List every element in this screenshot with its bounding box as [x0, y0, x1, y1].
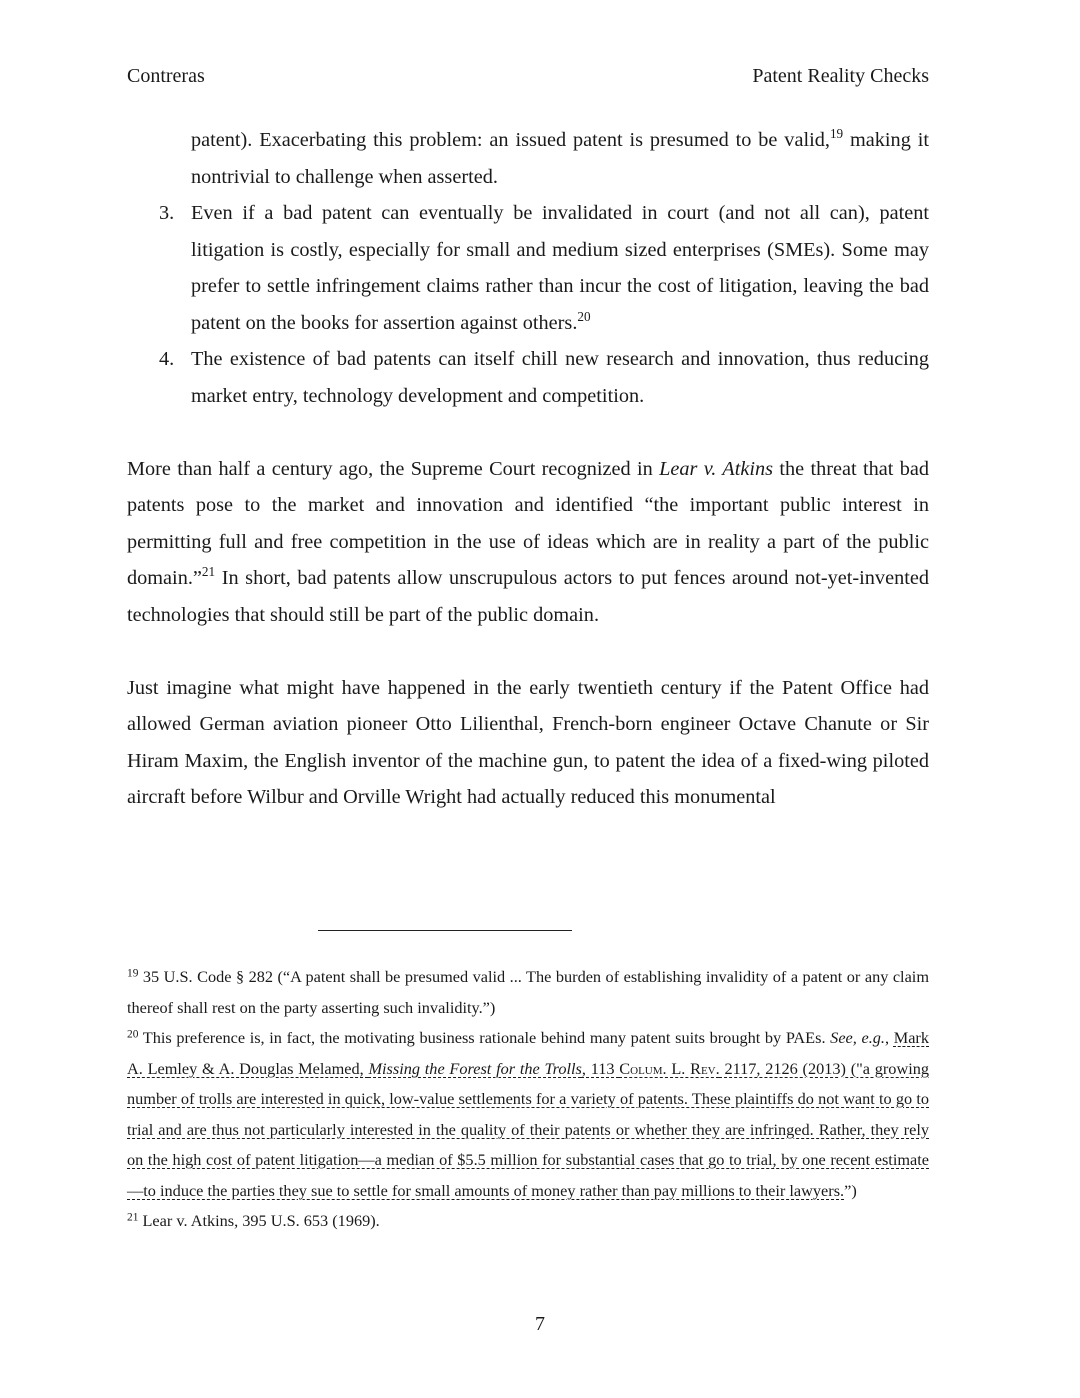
footnote-ref-20[interactable]: 20 [577, 308, 591, 324]
list-item-3: 3. Even if a bad patent can eventually be invalidated in court (and not all can), patent litigation is costly, especially for small and medium sized enterprises (SMEs). Some may prefer to settle infringement claims rather than incur the cost of litigation, leaving the bad patent on the books for assertion against others.$^{20}$ [127, 195, 929, 341]
running-header [127, 62, 929, 90]
header-title: Patent Reality Checks [752, 65, 929, 87]
list-item-continuation: patent). Exacerbating this problem: an issued patent is presumed to be valid,$^{19}$ making it nontrivial to challenge when asserted. [191, 126, 929, 188]
list-item-4: 4. The existence of bad patents can itself chill new research and innovation, thus reducing market entry, technology development and competition. [127, 341, 929, 414]
footnote-ref-19[interactable]: 19 [829, 126, 844, 142]
citation-link[interactable]: Mark A. Lemley & A. Douglas Melamed, Missing the Forest for the Trolls, 113 Colum. L. Rev. 2117, 2126 (2013) ("a growing number of trolls are interested in quick, low-value settlements for a variety of patents. These plaintiffs do not want to go to trial and are thus not particularly interested in the quality of their patents or whether they are infringed. Rather, they rely on the high cost of patent litigation—a median of $5.5 million for substantial cases that go to trial, by one recent estimate—to induce the parties they sue to settle for small amounts of money rather than pay millions to their lawyers. [127, 1028, 930, 1200]
header-author: Contreras [127, 65, 205, 87]
main-text [127, 122, 929, 816]
footnote-19: $^{19}$ 35 U.S. Code § 282 (“A patent shall be presumed valid ... The burden of establishing invalidity of a patent or any claim thereof shall rest on the party asserting such invalidity.”) [127, 967, 929, 1017]
footnote-21: $^{21}$ Lear v. Atkins, 395 U.S. 653 (1969). [127, 1211, 380, 1230]
paragraph-aviation: Just imagine what might have happened in the early twentieth century if the Patent Office had allowed German aviation pioneer Otto Lilienthal, French-born engineer Octave Chanute or Sir Hiram Maxim, the English inventor of the machine gun, to patent the idea of a fixed-wing piloted aircraft before Wilbur and Orville Wright had actually reduced this monumental [127, 676, 929, 808]
page-number: 7 [535, 1313, 545, 1335]
list-number: 4. [159, 348, 175, 370]
footnote-20: $^{20}$ This preference is, in fact, the motivating business rationale behind many patent suits brought by PAEs. See, e.g., Mark A. Lemley & A. Douglas Melamed, Missing the Forest for the Trolls, 113 Colum. L. Rev. 2117, 2126 (2013) ("a growing number of trolls are interested in quick, low-value settlements for a variety of patents. These plaintiffs do not want to go to trial and are thus not particularly interested in the quality of their patents or whether they are infringed. Rather, they rely on the high cost of patent litigation—a median of $5.5 million for substantial cases that go to trial, by one recent estimate—to induce the parties they sue to settle for small amounts of money rather than pay millions to their lawyers.”) [127, 1028, 930, 1200]
list-number: 3. [159, 202, 175, 224]
footnotes [127, 962, 929, 1237]
case-name: Lear v. Atkins [659, 457, 773, 480]
paragraph-lear: More than half a century ago, the Supreme Court recognized in Lear v. Atkins the threat that bad patents pose to the market and innovation and identified “the important public interest in permitting full and free competition in the use of ideas which are in reality a part of the public domain.”$^{21}$ In short, bad patents allow unscrupulous actors to put fences around not-yet-invented technologies that should still be part of the public domain. [127, 457, 930, 626]
footnote-separator [318, 930, 572, 931]
footnote-ref-21[interactable]: 21 [201, 564, 216, 580]
